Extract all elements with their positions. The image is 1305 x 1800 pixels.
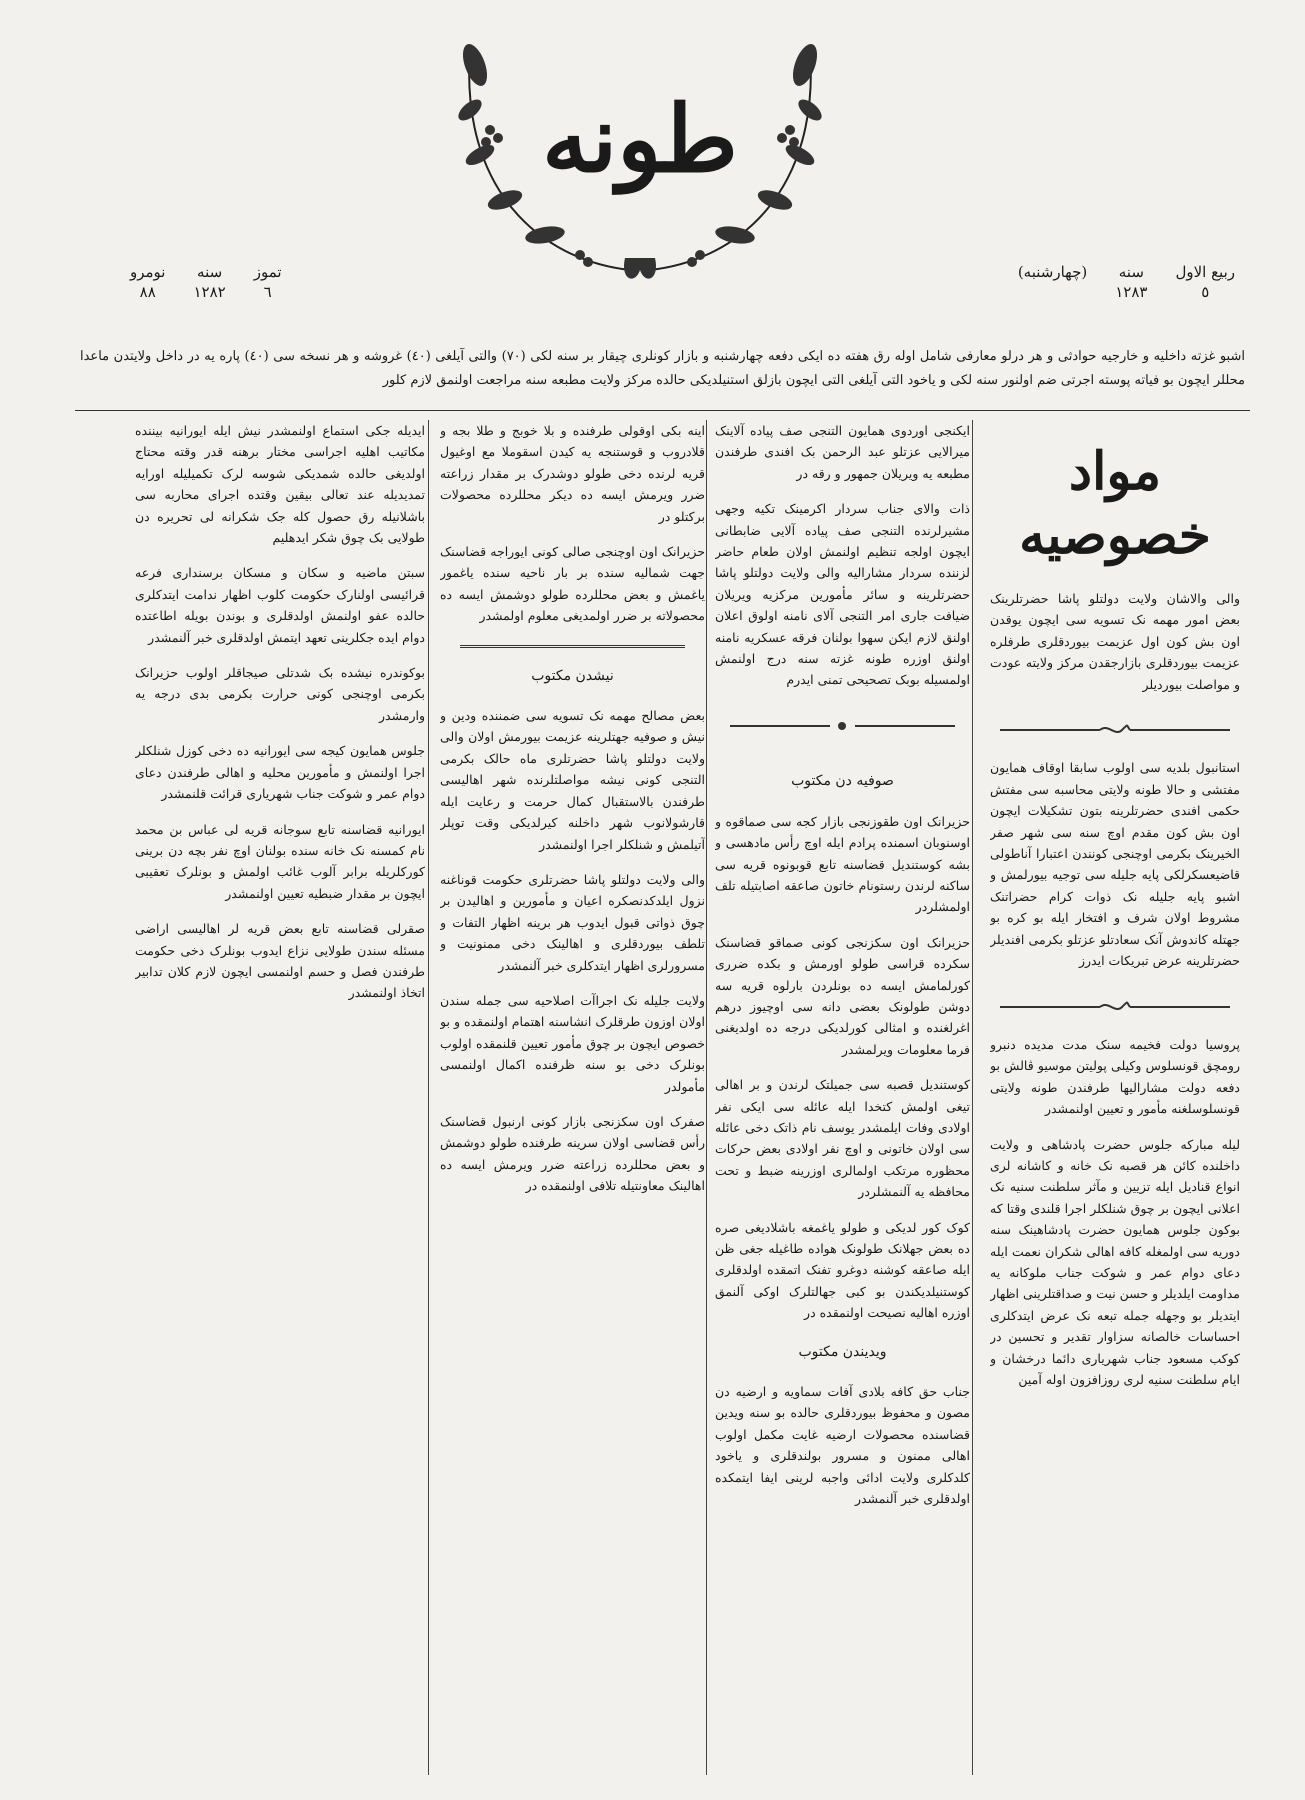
article-paragraph: لیله مبارکه جلوس حضرت پادشاهی و ولایت داخلنده کائن هر قصبه نک خانه و کاشانه لری انواع قنادیل ایله تزیین و مآثر سلطنت سنیه نک اعلانی ایچون بر چوق شنلکلر اجرا قلندی وقتا که بوکون جلوس همایون حضرت پادشاهینک سنه دوریه سی اولمغله کافه اهالی شکران نعمت ایله دعای دوام عمر و شوکت جناب ملوکانه یه مداومت ایلدیلر و حسن نیت و صداقتلرینی اظهار ایتدیلر بو وجهله جمله تبعه نک عرض ایتدکلری احساسات خالصانه سزاوار تقدیر و تحسین در کوکب مسعود جناب شهریاری دائما درخشان و ایام سلطنت سنیه لری روزافزون اوله آمین [990,1136,1240,1387]
subscription-notice: اشبو غزته داخلیه و خارجیه حوادثی و هر درلو معارفی شامل اوله رق هفته ده ایکی دفعه چهارشنبه و بازار کونلری چیقار بر سنه لکی (٧٠) والتی آیلغی (٤٠) غروشه و هر نسخه سی (٤٠) پاره یه در داخل ولایتدن ماعدا محللر ایچون بو فیاته پوسته اجرتی ضم اولنور سنه لکی و یاخود التی آیلغی التی ایچون بازلق استنیلدیکی حالده مرکز ولایت مطبعه سنه مراجعت اولنمق لازم کلور [80,349,1245,388]
divider-ornament-icon [990,998,1240,1016]
article-paragraph: حزیرانک اون طقوزنجی بازار کجه سی صماقوه و اوسنوبان اسمنده پرادم ایله اوچ رأس مادهسی و بشه کوستندیل قضاسنه تابع قوبونوه قریه سی ساکنه لرندن رستونام خاتون صاعقه اصابتیله تلف اولمشلردر [715,813,970,915]
section-title-nis: نیشدن مکتوب [531,667,614,684]
issue-number-label: نومرو [130,263,166,281]
rumi-year: ١٢٨٢ [193,283,226,301]
section-title-sofia: صوفیه دن مکتوب [791,773,894,790]
weekday: (چهارشنبه) [1017,263,1088,281]
article-paragraph: ولایت جلیله نک اجراآت اصلاحیه سی جمله سندن اولان اوزون طرقلرک انشاسنه اهتمام اولنمقده و بو خصوص ایچون بر چوق مأمور تعیین قلنمقده اولوب بونلرک دخی بو سنه ظرفنده اکمال اولنمسی مأمولدر [440,992,705,1094]
hijri-day: ٥ [1201,283,1210,301]
article-paragraph: جلوس همایون کیجه سی ایورانیه ده دخی کوزل شنلکلر اجرا اولنمش و مأمورین محلیه و اهالی طرفندن دعای دوام عمر و شوکت جناب شهریاری قرائت قلنمشدر [135,743,425,802]
column-special-news [990,420,1240,1775]
article-paragraph: ذات والای جناب سردار اکرمینک تکیه وجهی مشیرلرنده التنجی صف پیاده آلایی ضابطانی ایچون اولجه تنظیم اولنمش اولان طعام حاضر لزننده سردار مشارالیه والی ولایت دولتلو پاشا حضرتلرینه و سائر مأمورین مرکزیه ویریلان ضیافت جاری امر التنجی آلای نامنه اولوق اعلان اولنق لازم ایکن سهوا بولنان فرقه عسکریه نامنه اولنق اوزره طونه غزته سنه درج اولنمش اولمسیله بوبک تصحیحی تمنی ایدرم [715,501,970,688]
column-divider [428,420,429,1775]
article-paragraph: کوک کور لدیکی و طولو یاغمغه باشلادیغی صره ده بعض جهلانک طولونک هواده طاغیله جغی ظن ایله صاعقه کوشنه دوغرو تفنک اتمقده اولدقلری کوستنیلدیکندن بو کبی جهالتلرک اوکی آلنمق اوزره اهالیه نصیحت اولنمقده در [715,1219,970,1321]
newspaper-title: طونه [542,85,738,193]
article-paragraph: ایکنجی اوردوی همایون التنجی صف پیاده آلاینک میرالایی عزتلو عبد الرحمن بک افندی طرفندن مطبعه یه ویریلان جمهور و رقه در [715,423,970,481]
article-paragraph: والی والاشان ولایت دولتلو پاشا حضرتلرینک بعض امور مهمه نک تسویه سی ایچون یوقدن اون بش کون اول عزیمت بیوردقلری طرفلره عزیمت بیوردقلری بازارجقدن مرکز ولایته عودت و مواصلت بیوردیلر [990,591,1240,692]
hijri-year: ١٢٨٣ [1115,283,1148,301]
article-paragraph: ایدیله جکی استماع اولنمشدر نیش ایله ایورانیه بیننده مکاتیب اهلیه اجراسی مختار برهنه قدر وقته محتاج اولدیغی حالده شمدیکی شوسه لرک تکمیلیله اورایه تمدیدیله عند تعالی بیقین وقتده اجرای محاربه سی باشلانیله رق حصول کله جک شکرانه لی تحریره دن طولایی بک چوق شکر ایدهلیم [135,423,425,546]
rumi-month: تموز [253,263,282,281]
article-paragraph: اینه بکی اوقولی طرفنده و بلا خوبج و طلا بجه و قلادروب و قوستنجه یه کیدن اسقوملا مع اوغیول قریه لرنده دخی طولو دوشدرک بر مقدار زراعته ضرر ویرمش ایسه ده دیکر محللرده محصولات برکتلو در [440,423,705,524]
rumi-day: ٦ [263,283,272,301]
column-divider [706,420,707,1775]
divider-ornament-icon [715,717,970,735]
column-four [135,420,425,1775]
article-paragraph: پروسیا دولت فخیمه سنک مدت مدیده دنبرو رومچق قونسلوس وکیلی پولیتن موسیو ڤالش بو دفعه دولت مشارالیها طرفندن طونه ولایتی قونسلوسلغنه مأمور و تعیین اولنمشدر [990,1036,1240,1117]
rumi-year-label: سنه [197,263,223,281]
section-heading-special: مواد خصوصیه [1019,441,1211,566]
article-paragraph: سبتن ماضیه و سکان و مسکان برسنداری فرعه قرائیسی اولنارک حکومت کلوب اظهار ندامت ایتدکلری حالده عفو اولنمش اولدقلری و بوندن بویله اطاعتده دوام ایده جکلرینی تعهد ایتمش اولدقلری خبر آلنمشدر [135,565,425,645]
article-paragraph: بوکوندره نیشده بک شدتلی صیجاقلر اولوب حزیرانک بکرمی اوچنجی کونی حرارت بکرمی بدی درجه یه وارمشدر [135,665,425,723]
article-paragraph: استانبول بلدیه سی اولوب سابقا اوقاف همایون مفتشی و حالا طونه ولایتی محاسبه سی مفتش حکمی افندی حضرتلرینه بتون تشکیلات ایچون اون بش کون مقدم اوچ سنه سی شهر صفر الخیرینک بکرمی اوچنجی کونندن اعتبارا آناطولی قاضیعسکرلکی پایه جلیله سی توجیه بیورلمش و اشبو پایه جلیله نک ذوات کرام حضراتنک مشروط اولان شرف و افتخار ایله بو کره بو جهتله کاندوش آنک سعادتلو عزتلو بکرمی افندیلر حضرتلرینه عرض تبریکات ایدرز [990,760,1240,969]
article-paragraph: جناب حق کافه بلادی آفات سماویه و ارضیه دن مصون و محفوظ بیوردقلری حالده بو سنه ویدین قضاسنده محصولات ارضیه غایت مکمل اولوب اهالی ممنون و مسرور بولندقلری و یاخود کلدکلری ولایت ادائی واجبه لرینی ایفا ایتمکده اولدقلری خبر آلنمشدر [715,1384,970,1507]
article-paragraph: صقرلی قضاسنه تابع بعض قریه لر اهالیسی اراضی مسئله سندن طولایی نزاع ایدوب بونلرک دخی حکومت طرفندن فصل و حسم اولنمسی ایچون لازم کلان تدابیر اتخاذ اولنمشدر [135,921,425,1001]
article-paragraph: کوستندیل قصبه سی جمیلتک لرندن و بر اهالی تیغی اولمش کتخدا ایله عائله سی ایکی نفر اولادی وفات ایلمشدر یوسف نام ذاتک دخی عائله سی اولان خاتونی و اوچ نفر اولادی بعض حرکات محظوره مرتکب اولمالری اوزرینه ضبط و تحت محافظه یه آلنمشلردر [715,1077,970,1200]
column-divider [972,420,973,1775]
dateline-rumi [130,262,282,306]
hijri-year-label: سنه [1118,263,1144,281]
column-two [715,420,970,1775]
issue-number: ٨٨ [139,283,156,301]
article-paragraph: بعض مصالح مهمه نک تسویه سی ضمننده ودین و نیش و صوفیه جهتلرینه عزیمت بیورمش اولان والی ولایت دولتلو پاشا حضرتلری ماه حالک بکرمی التنجی کونی نیشه مواصلتلرنده شهر اهالیسی طرفندن بالاستقبال کمال حرمت و رعایت ایله قارشولانوب شهر داخلنه کیرلدیکی وقت توپلر آتیلمش و شنلکلر اجرا اولنمشدر [440,708,705,852]
divider-ornament-icon [990,721,1240,739]
double-rule [460,645,685,648]
article-paragraph: ایورانیه قضاسنه تابع سوجانه قریه لی عباس بن محمد نام کمسنه نک خانه سنده بولنان اوچ نفر بچه دن برینی کورکلریله برابر آلوب غائب اولمش و بونلرک تعقیبی ایچون بر مقدار ضبطیه تعیین اولنمشدر [135,821,425,901]
dateline-hijri [1018,262,1235,306]
section-title-vidin: ویدیندن مکتوب [798,1343,887,1360]
masthead-wreath [420,30,860,330]
article-paragraph: حزیرانک اون اوچنجی صالی کونی ایوراجه قضاسنک جهت شمالیه سنده بر بار ناحیه سنده یاغمور یاغمش و بعض محللرده طولو دوشمش ایسه ده محصولاته بر ضرر اولمدیغی معلوم اولمشدر [440,544,705,624]
article-paragraph: صفرک اون سکزنجی بازار کونی ارنبول قضاسنک رأس قضاسی اولان سرینه طرفنده طولو دوشمش و بعض محللرده زراعته ضرر ویرمش ایسه ده اهالینک معاونتیله تلافی اولنمقده در [440,1113,705,1194]
column-three [440,420,705,1775]
article-paragraph: حزیرانک اون سکزنجی کونی صماقو قضاسنک سکرده قراسی طولو اورمش و بکده ضرری کورلمامش ایسه ده بونلردن بارلوه قریه سه دوشن طولونک بعضی دانه سی اوچیوز درهم اغرلغنده و امثالی کورلدیکی درجه ده اولدیغنی فرما معلومات ویرلمشدر [715,934,970,1057]
hijri-month: ربیع الاول [1175,263,1235,281]
article-paragraph: والی ولایت دولتلو پاشا حضرتلری حکومت قوناغنه نزول ایلدکدنصکره اعیان و مأمورین و اهالیدن بر چوق ذواتی قبول ایدوب هر برینه اظهار التفات و تلطف بیوردقلری و اهالینک دخی ممنونیت و مسرورلری اظهار ایتدکلری خبر آلنمشدر [440,871,705,973]
